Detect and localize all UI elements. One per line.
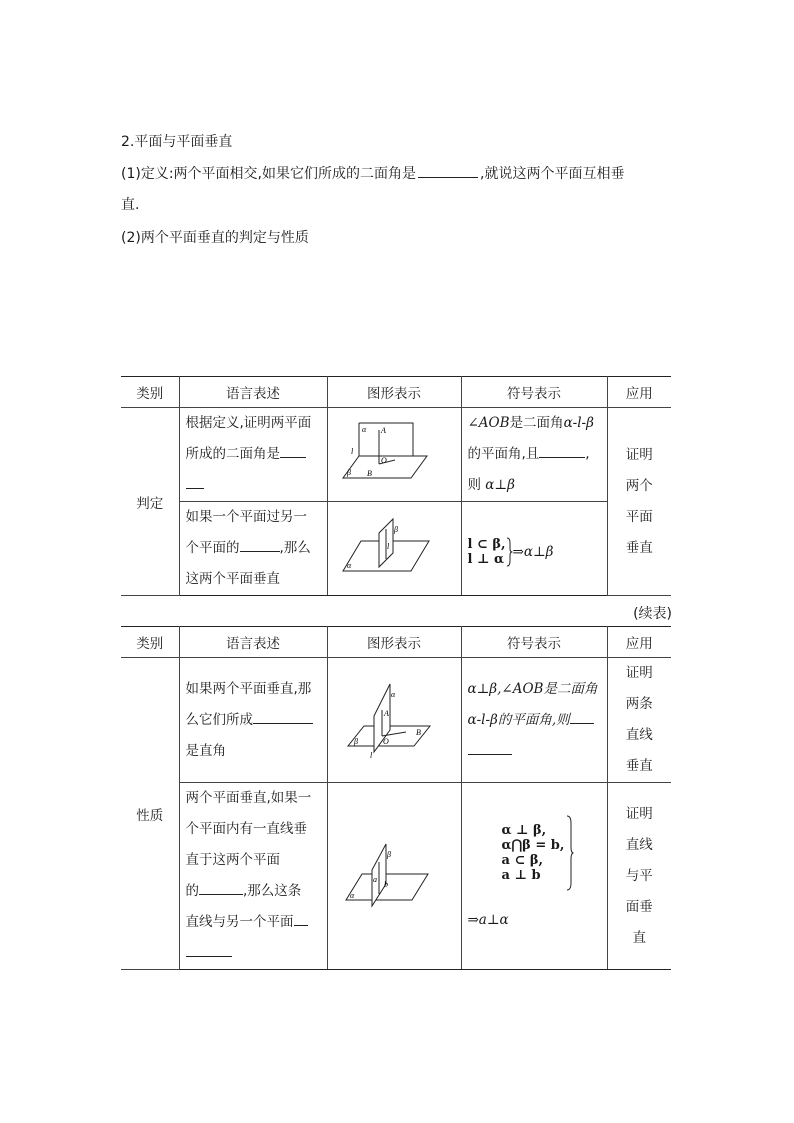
header-application: 应用 [607,627,671,658]
description-cell: 如果一个平面过另一 个平面的 ,那么 这两个平面垂直 [179,502,327,596]
definition-prefix: (1)定义:两个平面相交,如果它们所成的二面角是 [121,166,416,182]
svg-text:β: β [394,524,398,534]
property-diagram-1 [344,680,444,760]
svg-text:β: β [387,850,391,859]
property-diagram-2 [344,840,444,912]
table-row [121,502,671,596]
sym-line: 的平面角,且 , [468,439,601,470]
header-application: 应用 [607,377,671,408]
figure-dihedral [327,408,461,502]
symbol-cell: α ⊥ β, α⋂β = b, a ⊂ β, a ⊥ b ⇒a⊥α [461,783,607,970]
svg-text:β: β [354,737,358,746]
symbol-cell [461,408,607,502]
svg-text:α: α [347,560,352,570]
svg-text:B: B [416,728,421,737]
desc-line [186,470,321,501]
figure-perp-planes [327,502,461,596]
svg-text:α: α [350,891,355,900]
description-cell [179,408,327,502]
table-row [121,658,671,783]
label-B: B [367,468,372,478]
definition-blank [418,163,478,178]
brace-icon [506,537,513,567]
desc-line: 根据定义,证明两平面 [185,415,312,431]
property-table [121,626,671,970]
symbol-cell: α⊥β,∠AOB是二面角 α-l-β的平面角,则 [461,658,607,783]
svg-text:l: l [370,751,373,760]
definition-wrap: 直. [121,197,140,213]
definition-suffix: ,就说这两个平面互相垂 [480,166,625,182]
description-cell: 两个平面垂直,如果一 个平面内有一直线垂 直于这两个平面 的 ,那么这条 直线与另一个平面 [179,783,327,970]
svg-text:b: b [384,880,388,889]
perp-planes-diagram [339,515,449,583]
label-beta: β [347,467,351,477]
sym-line: 则 α⊥β [467,477,515,493]
application-property-1: 证明 两条 直线 垂直 [607,658,671,783]
header-category: 类别 [121,627,179,658]
subheading: (2)两个平面垂直的判定与性质 [121,230,309,246]
svg-text:O: O [383,737,389,746]
header-symbol: 符号表示 [461,627,607,658]
header-figure: 图形表示 [327,377,461,408]
label-A: A [381,425,386,435]
label-alpha: α [362,424,367,434]
table-header-row [121,627,671,658]
svg-text:a: a [373,875,377,884]
svg-text:A: A [384,709,389,718]
label-l: l [351,446,354,456]
table-row [121,408,671,502]
category-property: 性质 [121,658,179,970]
header-category: 类别 [121,377,179,408]
header-description: 语言表述 [179,377,327,408]
table-row [121,783,671,970]
svg-text:l: l [387,541,390,551]
figure-property-2 [327,783,461,970]
judgement-table [121,376,671,596]
desc-line: 所成的二面角是 [186,439,321,470]
symbol-cell: l ⊂ β, l ⊥ α ⇒α⊥β [461,502,607,596]
header-symbol: 符号表示 [461,377,607,408]
header-figure: 图形表示 [327,627,461,658]
figure-property-1 [327,658,461,783]
label-O: O [381,455,387,465]
application-property-2: 证明 直线 与平 面垂 直 [607,783,671,970]
description-cell: 如果两个平面垂直,那 么它们所成 是直角 [179,658,327,783]
application-judgement: 证明 两个 平面 垂直 [607,408,671,596]
continued-label: (续表) [633,606,672,622]
table-header-row [121,377,671,408]
section-title: 2.平面与平面垂直 [121,134,233,150]
header-description: 语言表述 [179,627,327,658]
svg-text:α: α [391,690,396,699]
sym-line: ∠AOB是二面角α-l-β [467,415,594,431]
dihedral-figure-diagram [339,420,449,490]
category-judgement: 判定 [121,408,179,596]
brace-icon [566,815,574,891]
definition-line [121,163,624,184]
